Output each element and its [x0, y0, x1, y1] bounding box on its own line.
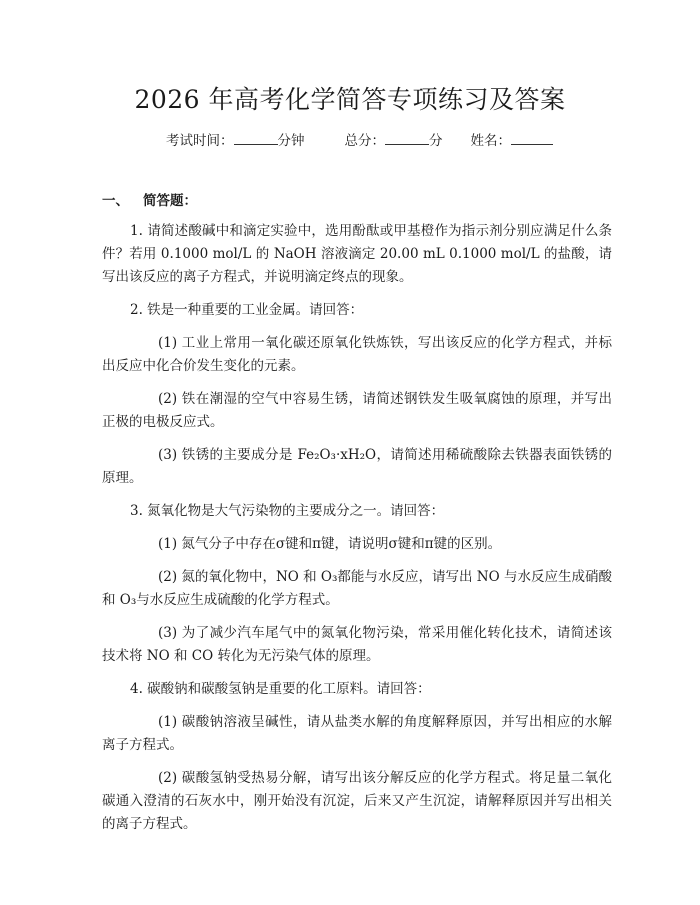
time-label: 考试时间：	[166, 133, 234, 149]
name-label: 姓名：	[470, 133, 511, 149]
question-3: 3. 氮氧化物是大气污染物的主要成分之一。请回答：	[130, 503, 445, 519]
question-2-sub-2: (2) 铁在潮湿的空气中容易生锈，请简述钢铁发生吸氧腐蚀的原理，并写出正极的电极反应式。	[102, 391, 612, 430]
document-title: 2026 年高考化学简答专项练习及答案	[134, 85, 566, 114]
question-2-sub-1: (1) 工业上常用一氧化碳还原氧化铁炼铁，写出该反应的化学方程式，并标出反应中化合价发生变化的元素。	[102, 335, 612, 374]
time-blank	[234, 131, 278, 145]
section-title: 简答题：	[143, 193, 197, 209]
score-unit: 分	[429, 133, 443, 149]
exam-info-line	[166, 131, 553, 150]
score-label: 总分：	[344, 133, 385, 149]
score-blank	[385, 131, 429, 145]
question-3-sub-2: (2) 氮的氧化物中，NO 和 O₃都能与水反应，请写出 NO 与水反应生成硝酸和 O₃与水反应生成硫酸的化学方程式。	[102, 569, 612, 608]
question-4: 4. 碳酸钠和碳酸氢钠是重要的化工原料。请回答：	[130, 681, 431, 697]
section-heading	[102, 192, 197, 210]
time-unit: 分钟	[277, 133, 305, 149]
question-1: 1. 请简述酸碱中和滴定实验中，选用酚酞或甲基橙作为指示剂分别应满足什么条件？若用 0.1000 mol/L 的 NaOH 溶液滴定 20.00 mL 0.1000 mol/L 的盐酸，请写出该反应的离子方程式，并说明滴定终点的现象。	[102, 223, 612, 285]
question-2: 2. 铁是一种重要的工业金属。请回答：	[130, 302, 364, 318]
question-4-sub-1: (1) 碳酸钠溶液呈碱性，请从盐类水解的角度解释原因，并写出相应的水解离子方程式。	[102, 714, 612, 753]
question-2-sub-3: (3) 铁锈的主要成分是 Fe₂O₃·xH₂O，请简述用稀硫酸除去铁器表面铁锈的原理。	[102, 447, 612, 486]
question-3-sub-1: (1) 氮气分子中存在σ键和π键，请说明σ键和π键的区别。	[158, 536, 502, 552]
section-number: 一、	[102, 193, 129, 209]
name-blank	[511, 131, 553, 145]
question-3-sub-3: (3) 为了减少汽车尾气中的氮氧化物污染，常采用催化转化技术，请简述该技术将 NO 和 CO 转化为无污染气体的原理。	[102, 625, 612, 664]
questions-body	[102, 220, 612, 836]
question-4-sub-2: (2) 碳酸氢钠受热易分解，请写出该分解反应的化学方程式。将足量二氧化碳通入澄清的石灰水中，刚开始没有沉淀，后来又产生沉淀，请解释原因并写出相关的离子方程式。	[102, 770, 612, 832]
